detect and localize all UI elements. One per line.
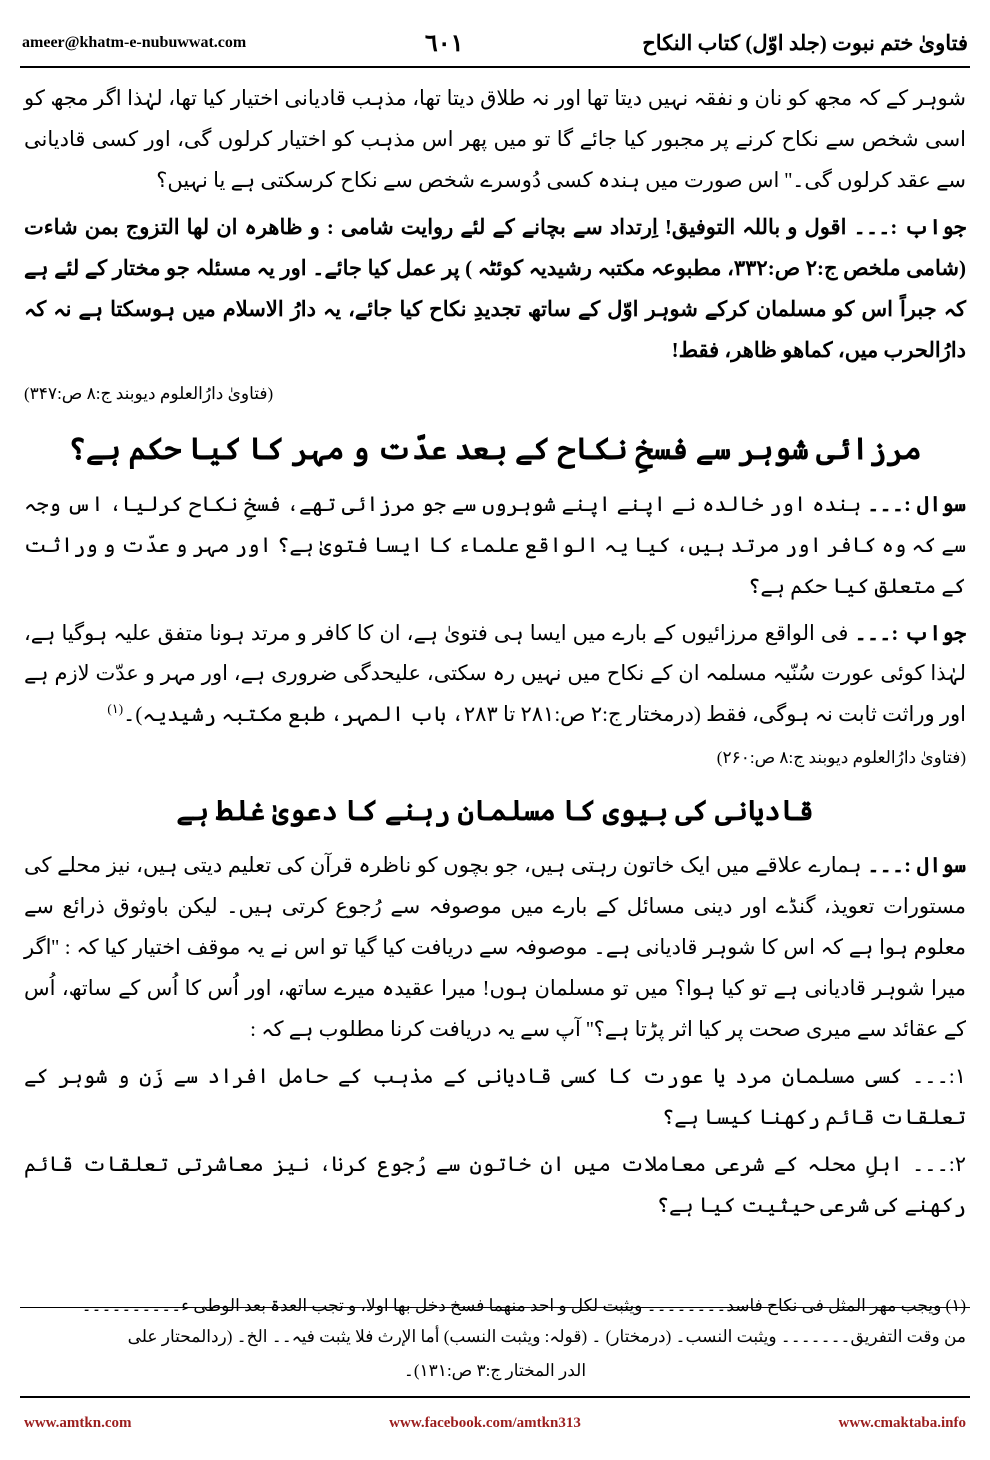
- citation-1: (فتاویٰ دارُالعلوم دیوبند ج:۸ ص:۳۴۷): [24, 383, 274, 403]
- question-2: [24, 484, 966, 607]
- section-heading-1: مرزائی شوہر سے فسخِ نکاح کے بعد عدّت و مہر کا کیا حکم ہے؟: [68, 432, 922, 466]
- citation-2-row: [24, 741, 966, 774]
- footer-link-facebook[interactable]: www.facebook.com/amtkn313: [389, 1414, 581, 1431]
- header-divider: [20, 66, 970, 68]
- list-item: ۲:۔۔۔ اہلِ محلہ کے شرعی معاملات میں ان خاتون سے رُجوع کرنا، نیز معاشرتی تعلقات قائم رکھنے کی شرعی حیثیت کیا ہے؟: [24, 1151, 966, 1217]
- page-number: ٦٠١: [424, 30, 464, 57]
- footnote-line-1: (۱) ویجب مھر المثل فی نکاح فاسد۔۔۔۔۔۔۔۔ ویثبت لکل و احد منھما فسخ دخل بھا اولا، و تجب العدۃ بعد الوطی ء۔۔۔۔۔۔۔۔۔۔: [81, 1295, 966, 1315]
- answer-2-label: جواب :۔۔۔: [854, 620, 967, 645]
- answer-2-text: فی الواقع مرزائیوں کے بارے میں ایسا ہی فتویٰ ہے، ان کا کافر و مرتد ہونا متفق علیہ ہوگیا ہے، لہٰذا کوئی عورت سُنّیہ مسلمہ ان کے نکاح میں نہیں رہ سکتی، علیحدگی ضروری ہے، اور مہر و عدّت لازم ہے اور وراثت ثابت نہ ہوگی، فقط (درمختار ج:۲ ص:۲۸۱ تا ۲۸۳، باب المہر، طبع مکتبہ رشیدیہ)۔: [24, 620, 966, 727]
- answer-1-text: اقول و باللہ التوفیق! اِرتداد سے بچانے کے لئے روایت شامی : و ظاھرہ ان لھا التزوج بمن شاءت (شامی ملخص ج:۲ ص:۳۳۲، مطبوعہ مکتبہ رشیدیہ کوئٹہ ) پر عمل کیا جائے۔ اور یہ مسئلہ جو مختار کے لئے ہے کہ جبراً اس کو مسلمان کرکے شوہر اوّل کے ساتھ تجدیدِ نکاح کیا جائے، یہ دارُ الاسلام میں ہوسکتا ہے نہ کہ دارُالحرب میں، کماھو ظاھر، فقط!: [24, 214, 966, 362]
- question-2-label: سوال :۔۔۔: [867, 491, 966, 516]
- book-title: فتاویٰ ختم نبوت (جلد اوّل) کتاب النکاح: [642, 30, 968, 55]
- section-heading-2: قادیانی کی بیوی کا مسلمان رہنے کا دعویٰ غلط ہے: [176, 796, 814, 828]
- question-3-label: سوال :۔۔۔: [867, 853, 966, 878]
- answer-1-label: جواب :۔۔۔: [853, 214, 967, 239]
- page-footer: [24, 1410, 966, 1436]
- citation-2: (فتاویٰ دارُالعلوم دیوبند ج:۸ ص:۲۶۰): [716, 748, 966, 768]
- footnote-line-2: من وقت التفریق۔۔۔۔۔۔۔ ویثبت النسب۔ (درمختار) ۔ (قولہ: ویثبت النسب) أما الإرث فلا یثبت فیہ۔۔ الخ۔ (ردالمحتار علی: [127, 1327, 966, 1347]
- question-3: [24, 845, 966, 1050]
- list-item: ۱:۔۔۔ کسی مسلمان مرد یا عورت کا کسی قادیانی کے مذہب کے حامل افراد سے زَن و شوہر کے تعلقات قائم رکھنا کیسا ہے؟: [24, 1063, 966, 1129]
- paragraph-continuation: شوہر کے کہ مجھ کو نان و نفقہ نہیں دیتا تھا اور نہ طلاق دیتا تھا، مذہب قادیانی اختیار کیا تھا، لہٰذا اگر مجھ کو اسی شخص سے نکاح کرنے پر مجبور کیا جائے گا تو میں پھر اس مذہب کو اختیار کرلوں گی، اور کسی قادیانی سے عقد کرلوں گی۔'' اس صورت میں ہندہ کسی دُوسرے شخص سے نکاح کرسکتی ہے یا نہیں؟: [24, 86, 966, 192]
- footnote-block: [24, 1290, 966, 1386]
- footer-link-website[interactable]: www.amtkn.com: [24, 1414, 132, 1431]
- question-3-text: ہمارے علاقے میں ایک خاتون رہتی ہیں، جو بچوں کو ناظرہ قرآن کی تعلیم دیتی ہیں، نیز محلے کی مستورات تعویذ، گنڈے اور دینی مسائل کے بارے میں موصوفہ سے رُجوع کرتی ہیں۔ لیکن باوثوق ذرائع سے معلوم ہوا ہے کہ اس کا شوہر قادیانی ہے۔ موصوفہ سے دریافت کیا گیا تو اس نے یہ موقف اختیار کیا کہ : ''اگر میرا شوہر قادیانی ہے تو کیا ہوا؟ میں تو مسلمان ہوں! میرا عقیدہ میرے ساتھ، اور اُس کا اُس کے ساتھ، اُس کے عقائد سے میری صحت پر کیا اثر پڑتا ہے؟'' آپ سے یہ دریافت کرنا مطلوب ہے کہ :: [24, 853, 966, 1042]
- contact-email: ameer@khatm-e-nubuwwat.com: [22, 34, 247, 51]
- question-2-text: ہندہ اور خالدہ نے اپنے اپنے شوہروں سے جو مرزائی تھے، فسخِ نکاح کرلیا، اس وجہ سے کہ وہ کافر اور مرتد ہیں، کیا یہ الواقع علماء کا ایسا فتویٰ ہے؟ اور مہر و عدّت و وراثت کے متعلق کیا حکم ہے؟: [24, 491, 966, 598]
- footnote-marker: (۱): [107, 701, 124, 717]
- question-3-subquestions: [24, 1056, 966, 1226]
- document-body: [24, 78, 966, 1292]
- footer-link-maktaba[interactable]: www.cmaktaba.info: [838, 1414, 966, 1431]
- page-header: [22, 26, 968, 60]
- footnote-line-3: الدر المختار ج:۳ ص:۱۳۱)۔: [403, 1360, 587, 1380]
- footer-divider: [20, 1396, 970, 1398]
- answer-1: [24, 207, 966, 371]
- answer-2: [24, 613, 966, 736]
